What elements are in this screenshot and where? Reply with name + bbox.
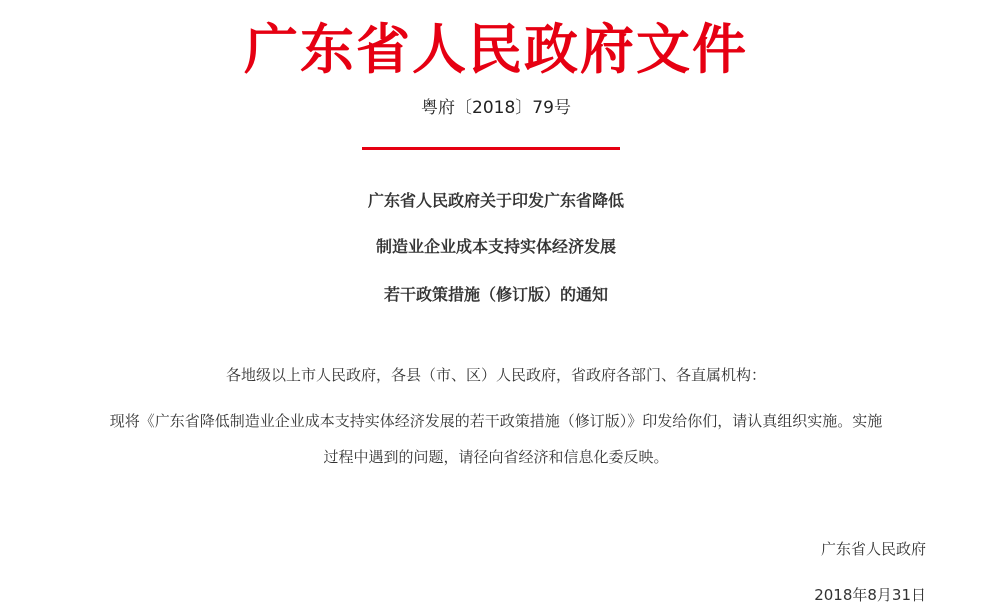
body-paragraph-line-1: 现将《广东省降低制造业企业成本支持实体经济发展的若干政策措施（修订版）》印发给你们，请认真组织实施。实施 [109,412,883,430]
notice-title-line-1: 广东省人民政府关于印发广东省降低 [367,191,624,210]
document-issuer-title: 广东省人民政府文件 [244,17,748,81]
signature-organization: 广东省人民政府 [820,540,926,558]
notice-title-line-3: 若干政策措施（修订版）的通知 [383,285,608,304]
notice-title-line-2: 制造业企业成本支持实体经济发展 [375,237,616,256]
body-paragraph-line-2: 过程中遇到的问题，请径向省经济和信息化委反映。 [323,448,669,466]
document-number: 粤府〔2018〕79号 [421,98,571,118]
salutation: 各地级以上市人民政府，各县（市、区）人民政府，省政府各部门、各直属机构： [225,366,766,384]
red-divider-line [362,147,620,150]
signature-date: 2018年8月31日 [814,586,926,604]
